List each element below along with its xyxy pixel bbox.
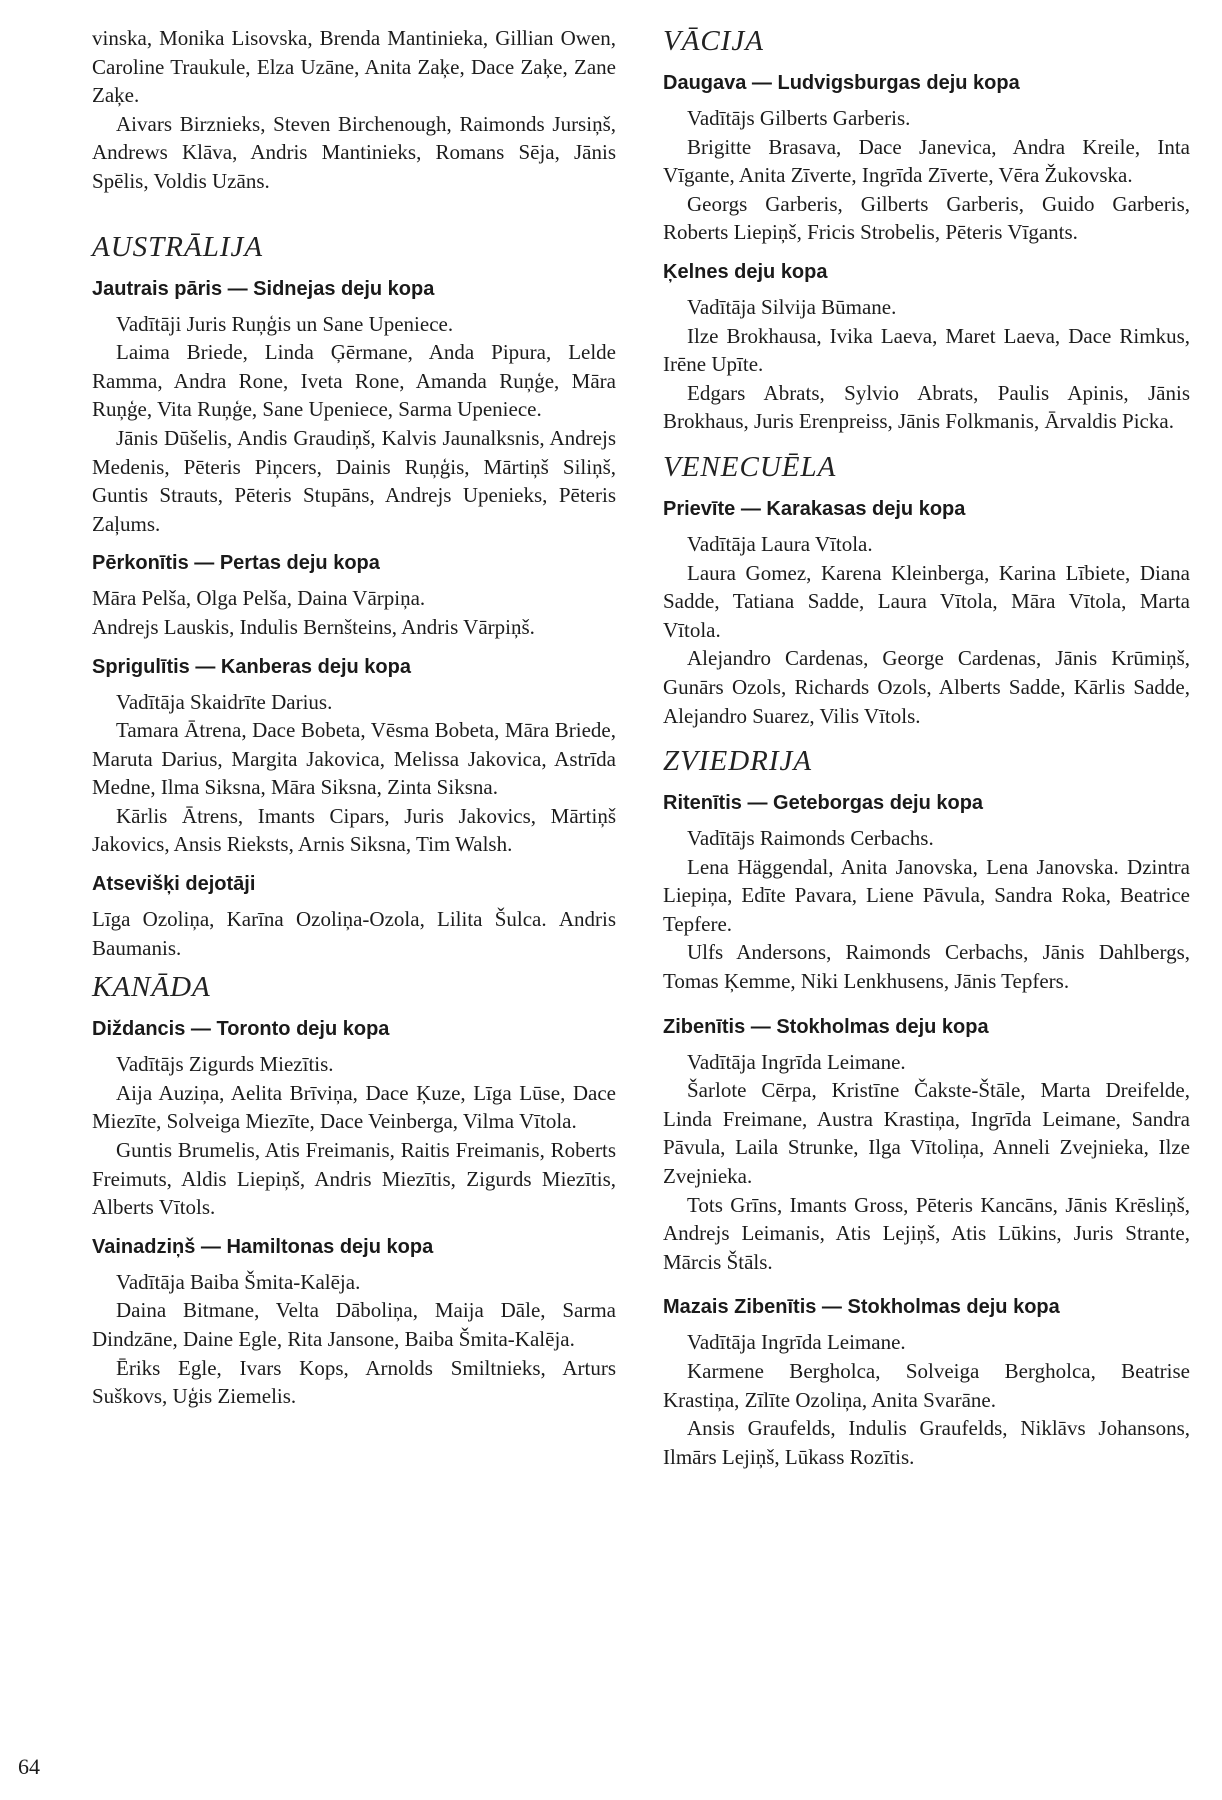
group-women: Daina Bitmane, Velta Dāboliņa, Maija Dāle, Sarma Dindzāne, Daine Egle, Rita Jansone, Baiba Šmita-Kalēja. xyxy=(92,1298,616,1351)
country-heading-canada: KANĀDA xyxy=(92,971,211,1004)
group-heading-jautrais-paris: Jautrais pāris — Sidnejas deju kopa xyxy=(92,277,435,300)
group-leader: Vadītāja Ingrīda Leimane. xyxy=(687,1330,906,1355)
country-heading-venezuela: VENECUĒLA xyxy=(663,450,837,483)
group-leader: Vadītājs Raimonds Cerbachs. xyxy=(687,826,934,851)
group-women: Karmene Bergholca, Solveiga Bergholca, Beatrise Krastiņa, Zīlīte Ozoliņa, Anita Svarāne. xyxy=(663,1359,1190,1412)
group-heading-zizdancis: Diždancis — Toronto deju kopa xyxy=(92,1018,390,1041)
left-column xyxy=(92,24,616,1411)
group-leader: Vadītājs Gilberts Garberis. xyxy=(687,106,911,130)
group-women: Ilze Brokhausa, Ivika Laeva, Maret Laeva, Dace Rimkus, Irēne Upīte. xyxy=(663,323,1190,377)
group-heading-sprigulitis: Sprigulītis — Kanberas deju kopa xyxy=(92,655,411,678)
group-leader: Vadītājs Zigurds Miezītis. xyxy=(116,1052,334,1077)
group-men: Andrejs Lauskis, Indulis Bernšteins, Andris Vārpiņš. xyxy=(92,614,535,639)
country-heading-australia: AUSTRĀLIJA xyxy=(92,230,264,263)
group-women: Māra Pelša, Olga Pelša, Daina Vārpiņa. xyxy=(92,586,426,611)
group-men: Kārlis Ātrens, Imants Cipars, Juris Jakovics, Mārtiņš Jakovics, Ansis Rieksts, Arnis Siksna, Tim Walsh. xyxy=(92,803,616,857)
group-men: Ulfs Andersons, Raimonds Cerbachs, Jānis Dahlbergs, Tomas Ķemme, Niki Lenkhusens, Jānis Tepfers. xyxy=(663,940,1190,994)
group-men: Jānis Dūšelis, Andis Graudiņš, Kalvis Jaunalksnis, Andrejs Medenis, Pēteris Piņcers, Dainis Ruņģis, Mārtiņš Siliņš, Guntis Strauts, Pēteris Stupāns, Andrejs Upenieks, Pēteris Zaļums. xyxy=(92,425,616,536)
group-heading-zibenitis: Zibenītis — Stokholmas deju kopa xyxy=(663,1015,989,1038)
group-heading-perkonitis: Pērkonītis — Pertas deju kopa xyxy=(92,552,380,575)
group-heading-prievite: Prievīte — Karakasas deju kopa xyxy=(663,497,966,520)
group-women: Lena Häggendal, Anita Janovska, Lena Janovska. Dzintra Liepiņa, Edīte Pavara, Liene Pāvula, Sandra Roka, Beatrice Tepfere. xyxy=(663,854,1190,936)
group-men: Tots Grīns, Imants Gross, Pēteris Kancāns, Jānis Krēsliņš, Andrejs Leimanis, Atis Lejiņš, Atis Lūkins, Juris Strante, Mārcis Štāls. xyxy=(663,1192,1190,1274)
group-women: Aija Auziņa, Aelita Brīviņa, Dace Ķuze, Līga Lūse, Dace Miezīte, Solveiga Miezīte, Dace Veinberga, Vilma Vītola. xyxy=(92,1080,616,1134)
group-leader: Vadītāja Ingrīda Leimane. xyxy=(687,1049,906,1074)
dancers-men: Andris Baumanis. xyxy=(92,907,616,960)
group-leaders: Vadītāji Juris Ruņģis un Sane Upeniece. xyxy=(116,311,454,336)
page-number: 64 xyxy=(18,1754,40,1779)
group-men: Guntis Brumelis, Atis Freimanis, Raitis Freimanis, Roberts Freimuts, Aldis Liepiņš, Andris Miezītis, Zigurds Miezītis, Alberts Vītols. xyxy=(92,1138,616,1220)
paragraph-men: Aivars Birznieks, Steven Birchenough, Raimonds Jursiņš, Andrews Klāva, Andris Mantinieks, Romans Sēja, Jānis Spēlis, Voldis Uzāns. xyxy=(92,111,616,193)
group-women: Šarlote Cērpa, Kristīne Čakste-Štāle, Marta Dreifelde, Linda Freimane, Austra Krastiņa, Ingrīda Leimane, Sandra Pāvula, Laila Strunke, Ilga Vītoliņa, Anneli Zvejnieka, Ilze Zvejnieka. xyxy=(663,1078,1190,1189)
group-men: Georgs Garberis, Gilberts Garberis, Guido Garberis, Roberts Liepiņš, Fricis Strobelis, Pēteris Vīgants. xyxy=(663,191,1190,245)
group-leader: Vadītāja Laura Vītola. xyxy=(687,531,873,556)
group-heading-daugava: Daugava — Ludvigsburgas deju kopa xyxy=(663,72,1020,94)
group-men: Alejandro Cardenas, George Cardenas, Jānis Krūmiņš, Gunārs Ozols, Richards Ozols, Alberts Sadde, Kārlis Sadde, Alejandro Suarez, Vilis Vītols. xyxy=(663,646,1190,728)
group-men: Ansis Graufelds, Indulis Graufelds, Niklāvs Johansons, Ilmārs Lejiņš, Lūkass Rozītis. xyxy=(663,1416,1190,1469)
group-women: Brigitte Brasava, Dace Janevica, Andra Kreile, Inta Vīgante, Anita Zīverte, Ingrīda Zīverte, Vēra Žukovska. xyxy=(663,134,1190,188)
group-heading-kelnes: Ķelnes deju kopa xyxy=(663,260,828,283)
group-heading-mazais-zibenitis: Mazais Zibenītis — Stokholmas deju kopa xyxy=(663,1296,1060,1319)
country-heading-sweden: ZVIEDRIJA xyxy=(663,745,813,778)
group-women: Tamara Ātrena, Dace Bobeta, Vēsma Bobeta, Māra Briede, Maruta Darius, Margita Jakovica, Melissa Jakovica, Astrīda Medne, Ilma Siksna, Māra Siksna, Zinta Siksna. xyxy=(92,718,616,800)
group-women: Laima Briede, Linda Ģērmane, Anda Pipura, Lelde Ramma, Andra Rone, Iveta Rone, Amanda Ruņģe, Māra Ruņģe, Vita Ruņģe, Sane Upeniece, Sarma Upeniece. xyxy=(92,340,616,422)
country-heading-germany: VĀCIJA xyxy=(663,25,765,57)
paragraph-women-continued: vinska, Monika Lisovska, Brenda Mantinieka, Gillian Owen, Caroline Traukule, Elza Uzāne, Anita Zaķe, Dace Zaķe, Zane Zaķe. xyxy=(92,26,616,108)
dancers-women: Līga Ozoliņa, Karīna Ozoliņa-Ozola, Lilita Šulca. xyxy=(92,907,547,932)
group-leader: Vadītāja Silvija Būmane. xyxy=(687,294,897,319)
group-men: Edgars Abrats, Sylvio Abrats, Paulis Apinis, Jānis Brokhaus, Juris Erenpreiss, Jānis Folkmanis, Ārvaldis Picka. xyxy=(663,380,1190,434)
group-heading-atseviski-dejotaji: Atsevišķi dejotāji xyxy=(92,873,256,896)
group-leader: Vadītāja Skaidrīte Darius. xyxy=(116,689,333,714)
group-heading-vainadzins: Vainadziņš — Hamiltonas deju kopa xyxy=(92,1235,434,1258)
group-men: Ēriks Egle, Ivars Kops, Arnolds Smiltnieks, Arturs Suškovs, Uģis Ziemelis. xyxy=(92,1355,616,1409)
right-column xyxy=(663,24,1190,1471)
group-leader: Vadītāja Baiba Šmita-Kalēja. xyxy=(116,1269,361,1294)
group-women: Laura Gomez, Karena Kleinberga, Karina Lībiete, Diana Sadde, Tatiana Sadde, Laura Vītola, Māra Vītola, Marta Vītola. xyxy=(663,560,1190,642)
group-heading-ritenitis: Ritenītis — Geteborgas deju kopa xyxy=(663,792,984,815)
